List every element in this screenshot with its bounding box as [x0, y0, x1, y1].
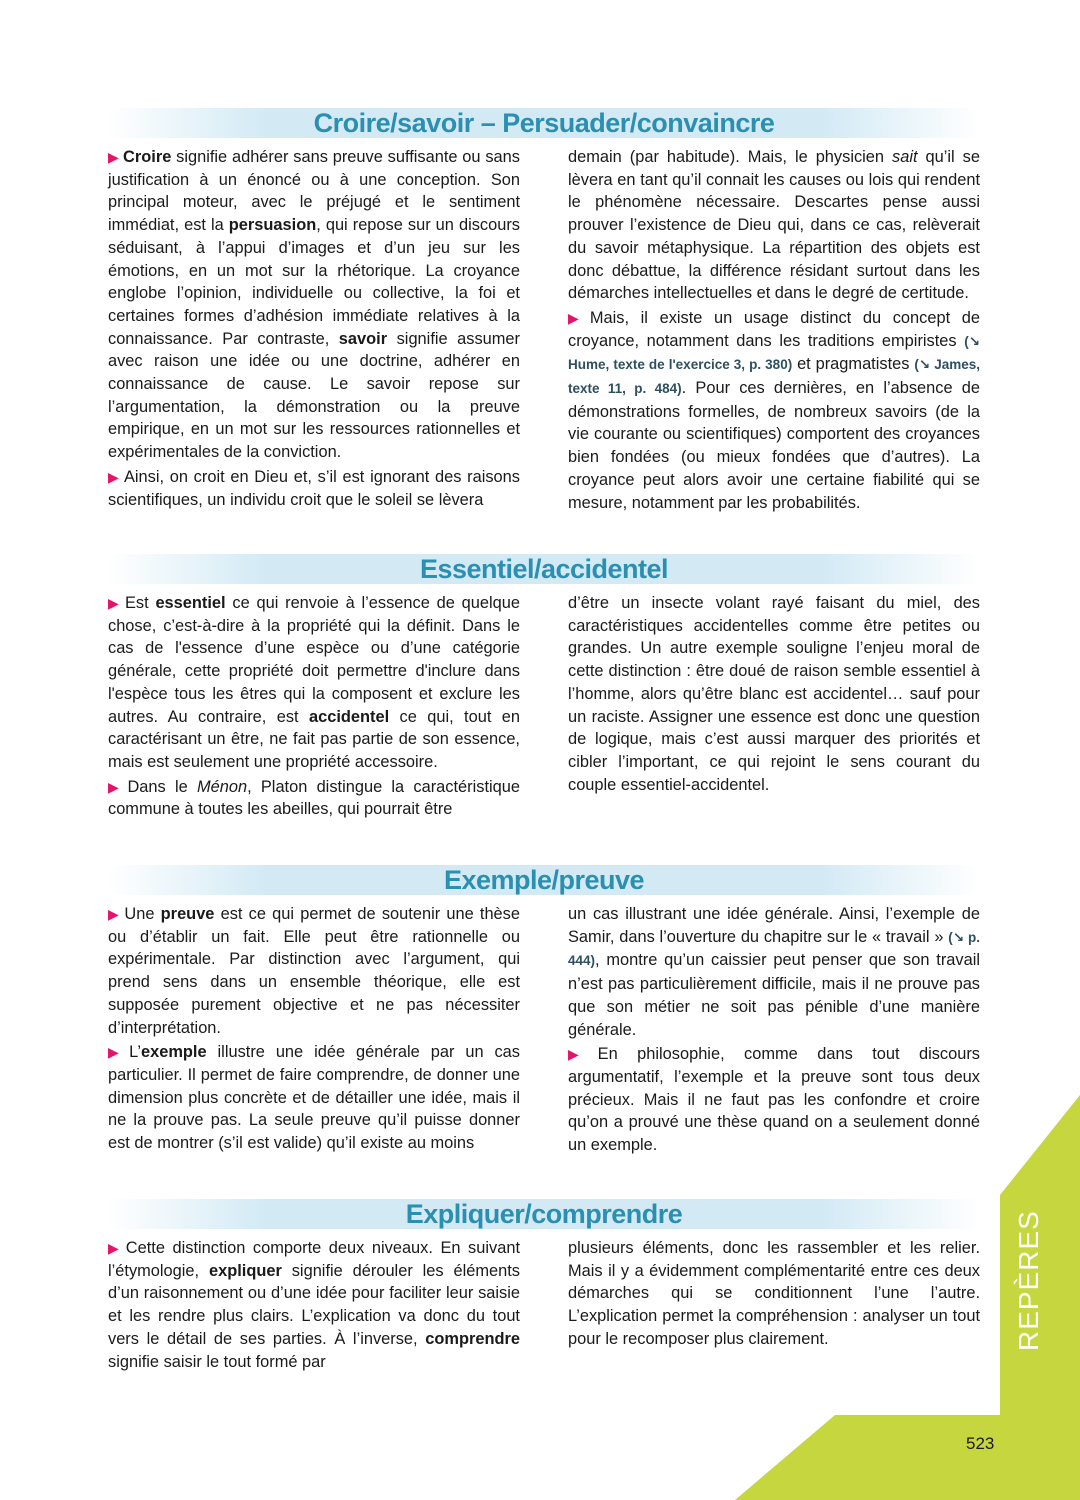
triangle-bullet-icon: ▶	[108, 468, 120, 485]
left-column	[108, 146, 520, 516]
section-title-band	[108, 865, 980, 895]
triangle-bullet-icon: ▶	[108, 595, 121, 611]
section-exemple-preuve	[108, 865, 980, 1159]
side-tab-corner	[1000, 1095, 1080, 1195]
triangle-bullet-icon: ▶	[568, 1046, 594, 1063]
section-columns	[108, 1237, 980, 1375]
right-column	[568, 592, 980, 823]
paragraph: ▶ Cette distinction comporte deux niveaux. En suivant l’étymologie, expliquer signifie dérouler les éléments d’un raisonnement ou d’une idée pour faciliter leur saisie et les rendre plus clairs. L’explication va donc du tout vers le détail de ses parties. À l’inverse, comprendre signifie saisir le tout formé par	[108, 1239, 520, 1371]
paragraph: demain (par habitude). Mais, le physicien sait qu’il se lèvera en tant qu’il connait les causes ou lois qui rendent le phénomène nécessaire. Descartes pense aussi prouver l’existence de Dieu qui, dans ce cas, relèverait du savoir métaphysique. La répartition des objets est donc débattue, la différence résidant surtout dans les démarches intellectuelles et dans le degré de certitude.	[568, 148, 980, 303]
paragraph: ▶ Est essentiel ce qui renvoie à l’essence de quelque chose, c’est-à-dire à la propriété qui la définit. Dans le cas de l'essence d’une espèce ou d’une catégorie générale, cette propriété doit permettre d'inclure dans l'espèce tous les êtres qui la composent et exclure les autres. Au contraire, est accidentel ce qui, tout en caractérisant un être, ne fait pas partie de son essence, mais est seulement une propriété accessoire.	[108, 594, 521, 771]
section-title-band	[108, 1199, 980, 1229]
paragraph: ▶ Ainsi, on croit en Dieu et, s’il est ignorant des raisons scientifiques, un individu croit que le soleil se lèvera	[108, 467, 520, 509]
footer-band	[735, 1415, 1080, 1500]
section-title: Exemple/preuve	[443, 865, 645, 895]
section-title-band	[108, 108, 980, 138]
section-title: Expliquer/comprendre	[405, 1199, 683, 1229]
cross-reference: (↘ Hume, texte de l'exercice 3, p. 380)	[568, 333, 980, 373]
cross-reference: (↘ James, texte 11, p. 484)	[568, 357, 980, 397]
paragraph: ▶ Une preuve est ce qui permet de soutenir une thèse ou d’établir un fait. Elle peut être rationnelle ou expérimentale. Par distinction avec l’argument, qui prend sens dans un ensemble théorique, elle est supposée purement objective et ne pas nécessiter d’interprétation.	[108, 905, 520, 1037]
paragraph: ▶ Mais, il existe un usage distinct du concept de croyance, notamment dans les traditions empiristes (↘ Hume, texte de l'exercice 3, p. 380) et pragmatistes (↘ James, texte 11, p. 484). Pour ces dernières, en l’absence de démonstrations formelles, de nombreux savoirs (de la vie courante ou scientifiques) comportent des croyances bien fondées (ou mieux fondées que d’autres). La croyance peut alors avoir une certaine fiabilité qui se mesure, notamment par les probabilités.	[568, 308, 980, 512]
section-columns	[108, 592, 980, 823]
triangle-bullet-icon: ▶	[108, 906, 121, 922]
paragraph: plusieurs éléments, donc les rassembler et les relier. Mais il y a évidemment complémentarité entre ces deux démarches qui se conditionnent l’une l’autre. L’explication permet la compréhension : analyser un tout pour le recomposer plus clairement.	[568, 1239, 980, 1348]
paragraph: un cas illustrant une idée générale. Ainsi, l’exemple de Samir, dans l’ouverture du chapitre sur le « travail » (↘ p. 444), montre qu’un caissier peut penser que son travail n’est pas particulièrement difficile, mais il ne prouve pas que son métier ne soit pas pénible d’une manière générale.	[568, 905, 980, 1039]
triangle-bullet-icon: ▶	[108, 1044, 126, 1061]
section-croire-savoir	[108, 108, 980, 516]
triangle-bullet-icon: ▶	[108, 778, 124, 795]
triangle-bullet-icon: ▶	[108, 149, 120, 165]
paragraph: ▶ L’exemple illustre une idée générale par un cas particulier. Il permet de faire comprendre, de donner une dimension plus concrète et de détailler une idée, mais il ne la prouve pas. La seule preuve qu’il puisse donner est de montrer (s’il est valide) qu’il existe au moins	[108, 1043, 520, 1153]
section-columns	[108, 146, 980, 516]
paragraph: ▶ Croire signifie adhérer sans preuve suffisante ou sans justification à un énoncé ou à une conception. Son principal moteur, avec le préjugé et le sentiment immédiat, est la persuasion, qui repose sur un discours séduisant, à l’appui d’images et d’un jeu sur les émotions, en un mot sur la rhétorique. La croyance englobe l’opinion, individuelle ou collective, la foi et certaines formes d’adhésion immédiate relatives à la connaissance. Par contraste, savoir signifie assumer avec raison une idée ou une doctrine, adhérer en connaissance de cause. Le savoir repose sur l’argumentation, la démonstration ou la preuve empirique, en un mot sur les ressources rationnelles et expérimentales de la conviction.	[108, 148, 520, 462]
side-tab-label: REPÈRES	[1013, 1210, 1044, 1352]
page-number: 523	[966, 1434, 995, 1453]
left-column	[108, 592, 520, 823]
paragraph: ▶ En philosophie, comme dans tout discours argumentatif, l’exemple et la preuve sont tous deux précieux. Mais il ne faut pas les confondre et croire qu’on a prouvé une thèse quand on a seulement donné un exemple.	[568, 1045, 980, 1155]
section-title-band	[108, 554, 980, 584]
section-columns	[108, 903, 980, 1159]
section-essentiel-accidentel	[108, 554, 980, 823]
paragraph: d’être un insecte volant rayé faisant du miel, des caractéristiques accidentelles comme être petites ou grandes. Un autre exemple souligne l’enjeu moral de cette distinction : être doué de raison semble essentiel à l’homme, alors qu’être blanc est accidentel… sauf pour un raciste. Assigner une essence est donc une question de logique, mais c’est aussi marquer des priorités et cibler l’important, ce qui rejoint le sens courant du couple essentiel-accidentel.	[568, 594, 980, 794]
paragraph: ▶ Dans le Ménon, Platon distingue la caractéristique commune à toutes les abeilles, qui pourrait être	[108, 777, 520, 819]
section-title: Croire/savoir – Persuader/convaincre	[313, 108, 775, 138]
left-column	[108, 903, 520, 1159]
right-column	[568, 903, 980, 1159]
section-title: Essentiel/accidentel	[419, 554, 669, 584]
right-column	[568, 1237, 980, 1375]
triangle-bullet-icon: ▶	[568, 309, 586, 326]
triangle-bullet-icon: ▶	[108, 1240, 122, 1256]
cross-reference: (↘ p. 444)	[568, 929, 980, 969]
section-expliquer-comprendre	[108, 1199, 980, 1375]
right-column	[568, 146, 980, 516]
left-column	[108, 1237, 520, 1375]
